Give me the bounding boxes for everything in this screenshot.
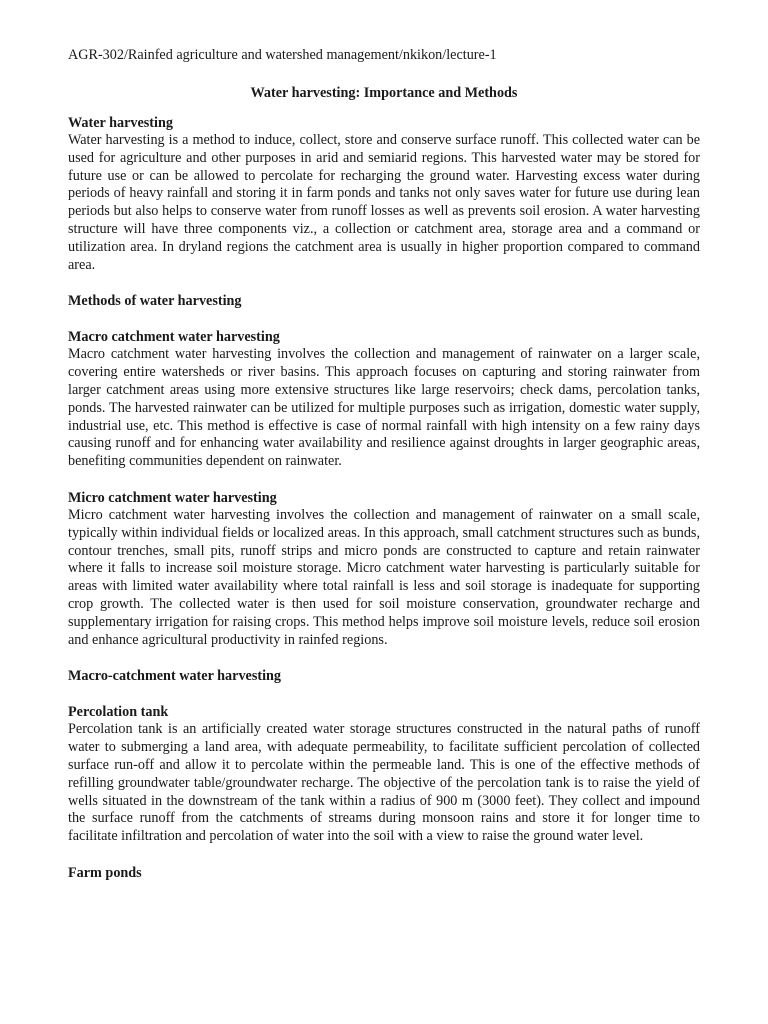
section-body-percolation-tank: Percolation tank is an artificially created water storage structures constructed in the natural paths of runoff water to submerging a land area, with adequate permeability, to facilitate sufficient percolation of collected surface run-off and allow it to percolate within the permeable land. This is one of the effective methods of refilling groundwater table/groundwater recharge. The objective of the percolation tank is to raise the yield of wells situated in the downstream of the tank within a radius of 900 m (3000 feet). They collect and impound the surface runoff from the catchments of streams during monsoon rains and store it for longer time to facilitate infiltration and percolation of water into the soil with a view to raise the ground water level.	[68, 721, 700, 845]
section-heading-water-harvesting: Water harvesting	[68, 115, 173, 131]
section-body-micro-catchment: Micro catchment water harvesting involves the collection and management of rainwater on a small scale, typically within individual fields or localized areas. In this approach, small catchment structures such as bunds, contour trenches, small pits, runoff strips and micro ponds are constructed to capture and retain rainwater where it falls to increase soil moisture storage. Micro catchment water harvesting is particularly suitable for areas with limited water availability where total rainfall is less and soil storage is inadequate for supporting crop growth. The collected water is then used for soil moisture conservation, groundwater recharge and supplementary irrigation for raising crops. This method helps improve soil moisture levels, reduce soil erosion and enhance agricultural productivity in rainfed regions.	[68, 506, 700, 648]
section-heading-farm-ponds: Farm ponds	[68, 864, 142, 881]
section-heading-macro-catchment: Macro catchment water harvesting	[68, 329, 280, 346]
section-heading-percolation-tank: Percolation tank	[68, 704, 169, 721]
section-body-macro-catchment: Macro catchment water harvesting involves the collection and management of rainwater on a larger scale, covering entire watersheds or river basins. This approach focuses on capturing and storing rainwater from larger catchment areas using more extensive structures like large reservoirs; check dams, percolation tanks, ponds. The harvested rainwater can be utilized for multiple purposes such as irrigation, domestic water supply, industrial use, etc. This method is effective is case of normal rainfall with high intensity on a few rainy days causing runoff and for enhancing water availability and resilience against droughts in larger geographic areas, benefiting communities dependent on rainwater.	[68, 346, 700, 470]
section-heading-macro-catchment-2: Macro-catchment water harvesting	[68, 668, 282, 685]
section-body-water-harvesting: Water harvesting is a method to induce, collect, store and conserve surface runoff. This collected water can be used for agriculture and other purposes in arid and semiarid regions. This harvested water may be stored for future use or can be allowed to percolate for recharging the ground water. Harvesting excess water during periods of heavy rainfall and storing it in farm ponds and tanks not only saves water for future use during lean periods but also helps to conserve water from runoff losses as well as prevents soil erosion. A water harvesting structure will have three components viz., a collection or catchment area, storage area and a command or utilization area. In dryland regions the catchment area is usually in higher proportion compared to command area.	[68, 132, 700, 273]
section-heading-methods: Methods of water harvesting	[68, 293, 242, 310]
course-header: AGR-302/Rainfed agriculture and watershed management/nkikon/lecture-1	[68, 47, 497, 63]
document-page	[68, 46, 700, 882]
document-title: Water harvesting: Importance and Methods	[250, 85, 518, 101]
section-heading-micro-catchment: Micro catchment water harvesting	[68, 489, 277, 506]
